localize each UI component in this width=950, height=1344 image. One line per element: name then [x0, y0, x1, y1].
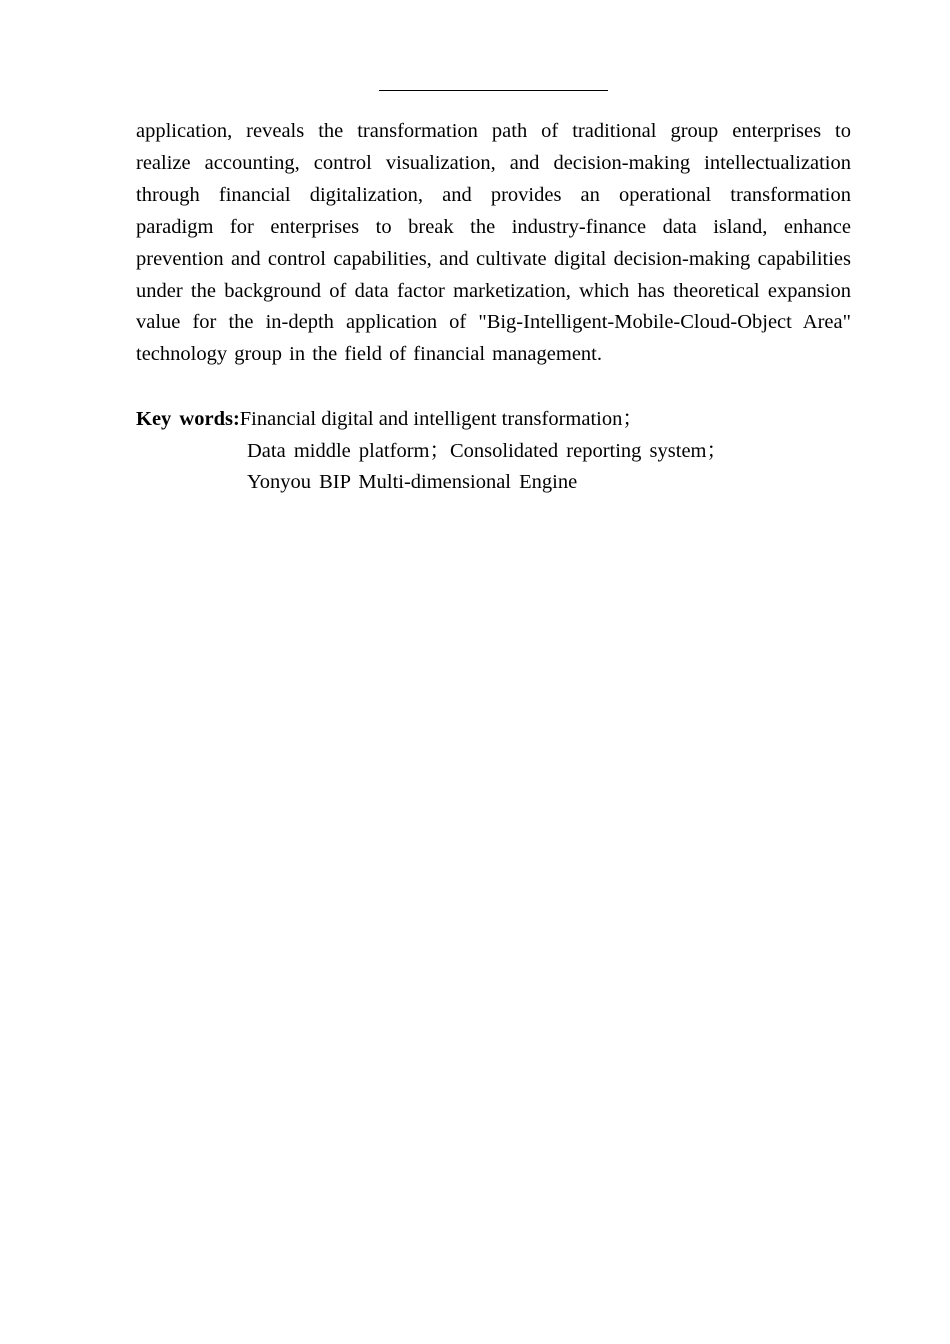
- header-rule: [379, 90, 608, 91]
- keywords-section: [136, 404, 851, 499]
- keywords-label: Key words:: [136, 408, 240, 430]
- abstract-paragraph: application, reveals the transformation path of traditional group enterprises to realize accounting, control visualization, and decision-making intellectualization through financial digitalization, and provides an operational transformation paradigm for enterprises to break the industry-finance data island, enhance prevention and control capabilities, and cultivate digital decision-making capabilities under the background of data factor marketization, which has theoretical expansion value for the in-depth application of "Big-Intelligent-Mobile-Cloud-Object Area" technology group in the field of financial management.: [136, 120, 851, 366]
- keyword-line-2: Data middle platform；Consolidated reporting system；: [247, 439, 727, 462]
- keywords-first-line: [136, 404, 851, 436]
- keyword-line-1: Financial digital and intelligent transformation；: [239, 408, 643, 430]
- keyword-line-3: Yonyou BIP Multi-dimensional Engine: [247, 471, 578, 493]
